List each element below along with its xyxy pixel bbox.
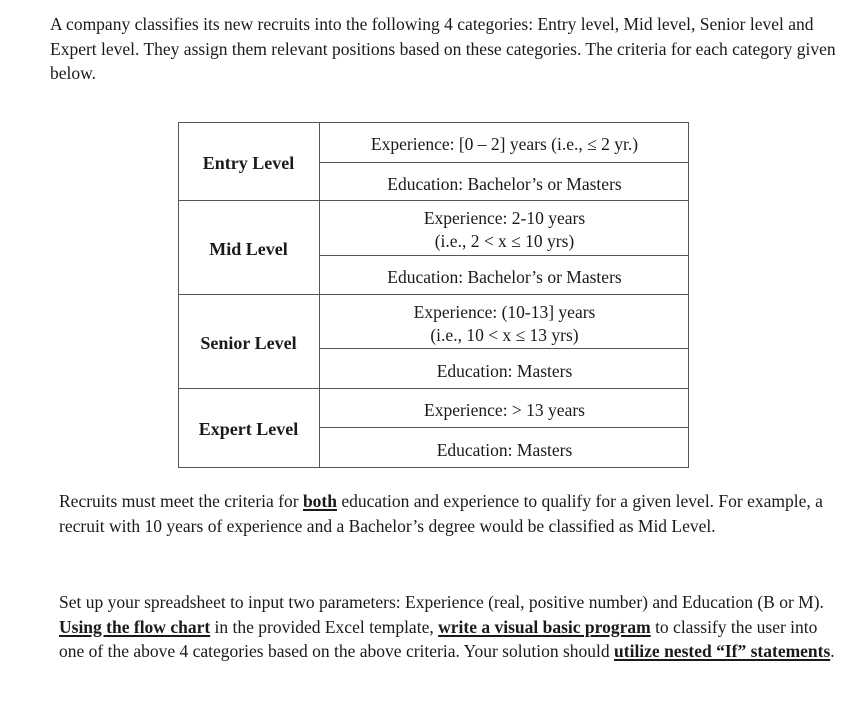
entry-education: Education: Bachelor’s or Masters	[387, 174, 622, 194]
subrow-divider	[319, 348, 689, 349]
table-border-bottom	[178, 467, 689, 468]
level-label-mid: Mid Level	[209, 239, 288, 259]
task-emphasis-vb-program: write a visual basic program	[438, 616, 651, 637]
row-divider	[178, 388, 689, 389]
task-text-1: Set up your spreadsheet to input two parameters: Experience (real, positive number) and Education (B or M).	[59, 592, 824, 612]
senior-experience-line1: Experience: (10-13] years	[413, 302, 596, 322]
level-label-senior: Senior Level	[200, 333, 297, 353]
subrow-divider	[319, 255, 689, 256]
task-emphasis-nested-if: utilize nested “If” statements	[614, 641, 831, 661]
task-paragraph	[59, 590, 839, 664]
entry-experience: Experience: [0 – 2] years (i.e., ≤ 2 yr.)	[370, 134, 639, 154]
rules-emphasis-both: both	[302, 491, 337, 511]
senior-experience-line2: (i.e., 10 < x ≤ 13 yrs)	[430, 325, 579, 345]
task-text-4: .	[830, 641, 835, 661]
row-divider	[178, 294, 689, 295]
rules-text-1: Recruits must meet the criteria for	[59, 491, 303, 511]
expert-education: Education: Masters	[436, 440, 573, 460]
row-divider	[178, 200, 689, 201]
task-emphasis-flow-chart: Using the flow chart	[59, 616, 211, 637]
mid-experience-line2: (i.e., 2 < x ≤ 10 yrs)	[434, 231, 575, 251]
subrow-divider	[319, 162, 689, 163]
criteria-table	[178, 122, 689, 468]
subrow-divider	[319, 427, 689, 428]
task-text-3: to classify the user into one of the above 4 categories based on the above criteria. Your solution should	[59, 616, 818, 661]
level-label-expert: Expert Level	[198, 419, 299, 439]
mid-education: Education: Bachelor’s or Masters	[387, 267, 622, 287]
rules-text-2: education and experience to qualify for a given level. For example, a recruit with 10 years of experience and a Bachelor’s degree would be classified as Mid Level.	[59, 491, 823, 536]
senior-education: Education: Masters	[436, 361, 573, 381]
level-label-entry: Entry Level	[202, 153, 295, 173]
task-text-2: in the provided Excel template,	[210, 616, 439, 637]
mid-experience-line1: Experience: 2-10 years	[423, 208, 586, 228]
intro-paragraph: A company classifies its new recruits into the following 4 categories: Entry level, Mid level, Senior level and Expert level. They assign them relevant positions based on these categories. The criteria for each category given below.	[50, 14, 836, 83]
rules-paragraph	[59, 489, 839, 538]
table-border-top	[178, 122, 689, 123]
expert-experience: Experience: > 13 years	[424, 400, 585, 420]
